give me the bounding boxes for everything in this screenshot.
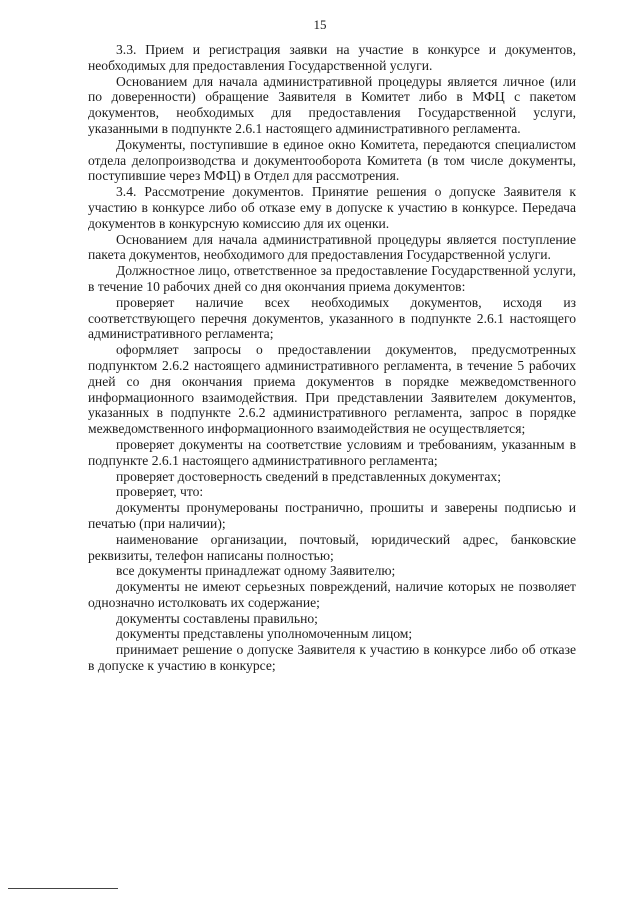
section-3-3-heading: 3.3. Прием и регистрация заявки на участие в конкурсе и документов, необходимых для предоставления Государственной услуги. — [88, 42, 576, 73]
list-item: проверяет достоверность сведений в представленных документах; — [116, 468, 501, 484]
list-item: проверяет, что: — [116, 484, 204, 500]
sub-list-item: документы представлены уполномоченным лицом; — [116, 626, 413, 642]
sub-list-item: документы не имеют серьезных повреждений, наличие которых не позволяет однозначно истолковать их содержание; — [88, 579, 576, 610]
list-item: оформляет запросы о предоставлении документов, предусмотренных подпунктом 2.6.2 настоящего административного регламента, в течение 5 рабочих дней со дня окончания приема документов в порядке межведомственного информационного взаимодействия. При представлении Заявителем документов, указанных в подпункте 2.6.2 административного регламента, запрос в порядке межведомственного информационного взаимодействия не осуществляется; — [88, 342, 576, 437]
section-3-4-heading: 3.4. Рассмотрение документов. Принятие решения о допуске Заявителя к участию в конкурсе либо об отказе ему в допуске к участию в конкурсе. Передача документов в конкурсную комиссию для их оценки. — [88, 184, 576, 231]
list-item: проверяет документы на соответствие условиям и требованиям, указанным в подпункте 2.6.1 настоящего административного регламента; — [88, 436, 576, 468]
paragraph: Основанием для начала административной процедуры является поступление пакета документов, необходимого для предоставления Государственной услуги. — [88, 231, 576, 263]
sub-list-item: документы составлены правильно; — [116, 610, 318, 626]
document-body — [88, 42, 576, 674]
sub-list-item: документы пронумерованы постранично, прошиты и заверены подписью и печатью (при наличии); — [88, 500, 576, 531]
paragraph: Должностное лицо, ответственное за предоставление Государственной услуги, в течение 10 рабочих дней со дня окончания приема документов: — [88, 263, 576, 294]
list-item: проверяет наличие всех необходимых документов, исходя из соответствующего перечня документов, указанного в подпункте 2.6.1 настоящего административного регламента; — [88, 294, 576, 342]
paragraph: Основанием для начала административной процедуры является личное (или по доверенности) обращение Заявителя в Комитет либо в МФЦ с пакетом документов, необходимых для предоставления Государственной услуги, указанными в подпункте 2.6.1 настоящего административного регламента. — [88, 73, 576, 136]
list-item: принимает решение о допуске Заявителя к участию в конкурсе либо об отказе в допуске к участию в конкурсе; — [88, 642, 576, 674]
sub-list-item: все документы принадлежат одному Заявителю; — [116, 563, 396, 579]
sub-list-item: наименование организации, почтовый, юридический адрес, банковские реквизиты, телефон написаны полностью; — [88, 531, 576, 563]
page-number: 15 — [313, 17, 327, 32]
bottom-rule — [8, 888, 118, 889]
paragraph: Документы, поступившие в единое окно Комитета, передаются специалистом отдела делопроизводства и документооборота Комитета (в том числе документы, поступившие через МФЦ) в Отдел для рассмотрения. — [88, 136, 576, 184]
